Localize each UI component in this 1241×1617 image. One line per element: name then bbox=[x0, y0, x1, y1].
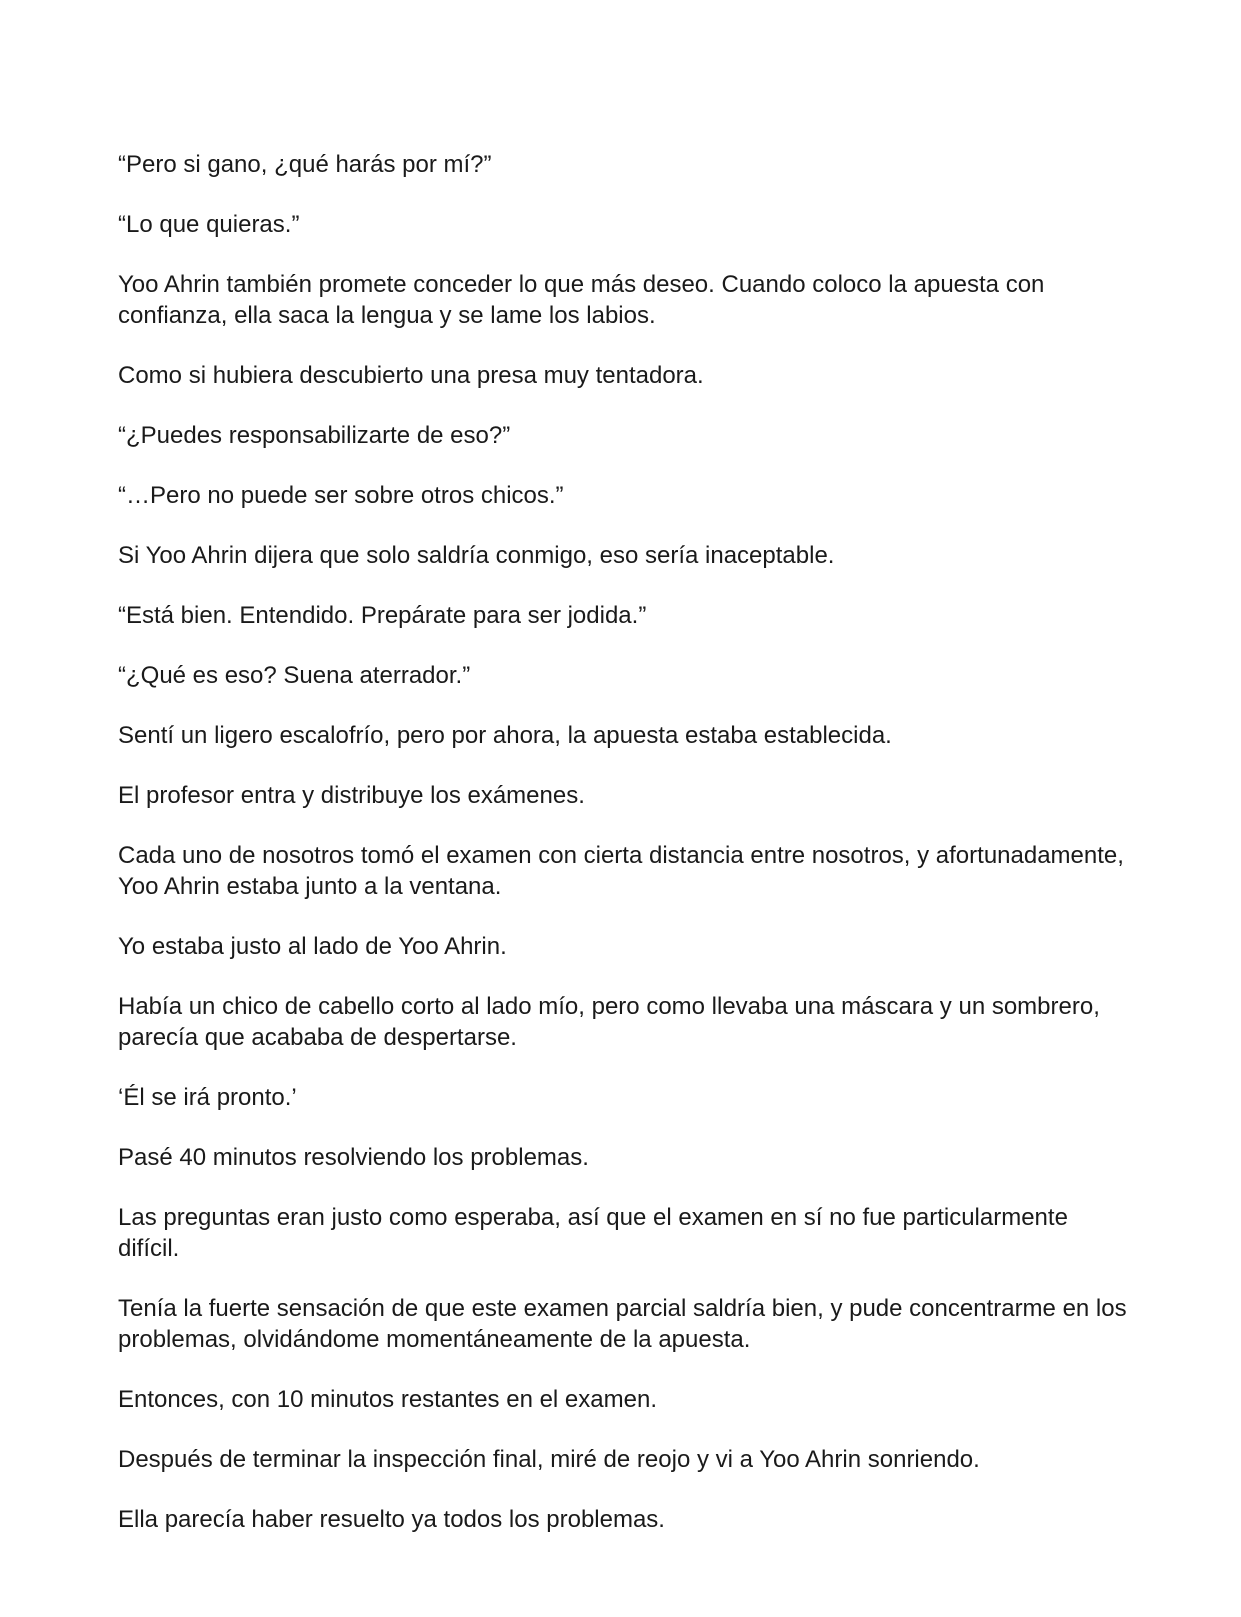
paragraph: Sentí un ligero escalofrío, pero por ahora, la apuesta estaba establecida. bbox=[118, 722, 892, 749]
paragraph: Después de terminar la inspección final, miré de reojo y vi a Yoo Ahrin sonriendo. bbox=[118, 1446, 980, 1473]
paragraph: Entonces, con 10 minutos restantes en el examen. bbox=[118, 1386, 657, 1413]
paragraph: “¿Puedes responsabilizarte de eso?” bbox=[118, 422, 511, 449]
paragraph: “Pero si gano, ¿qué harás por mí?” bbox=[118, 151, 492, 178]
paragraph: El profesor entra y distribuye los exámenes. bbox=[118, 782, 585, 809]
paragraph: Había un chico de cabello corto al lado mío, pero como llevaba una máscara y un sombrero, parecía que acababa de despertarse. bbox=[118, 993, 1100, 1051]
paragraph: Pasé 40 minutos resolviendo los problemas. bbox=[118, 1144, 589, 1171]
paragraph: Las preguntas eran justo como esperaba, así que el examen en sí no fue particularmente difícil. bbox=[118, 1204, 1068, 1262]
paragraph: ‘Él se irá pronto.’ bbox=[118, 1084, 297, 1111]
paragraph: “Está bien. Entendido. Prepárate para ser jodida.” bbox=[118, 602, 647, 629]
paragraph: Tenía la fuerte sensación de que este examen parcial saldría bien, y pude concentrarme en los problemas, olvidándome momentáneamente de la apuesta. bbox=[118, 1295, 1127, 1353]
paragraph: “…Pero no puede ser sobre otros chicos.” bbox=[118, 482, 564, 509]
document-body bbox=[118, 149, 1128, 1564]
paragraph: Si Yoo Ahrin dijera que solo saldría conmigo, eso sería inaceptable. bbox=[118, 542, 835, 569]
paragraph: Como si hubiera descubierto una presa muy tentadora. bbox=[118, 362, 704, 389]
paragraph: Yo estaba justo al lado de Yoo Ahrin. bbox=[118, 933, 507, 960]
paragraph: “¿Qué es eso? Suena aterrador.” bbox=[118, 662, 471, 689]
paragraph: Yoo Ahrin también promete conceder lo que más deseo. Cuando coloco la apuesta con confianza, ella saca la lengua y se lame los labios. bbox=[118, 271, 1045, 329]
paragraph: “Lo que quieras.” bbox=[118, 211, 300, 238]
paragraph: Ella parecía haber resuelto ya todos los problemas. bbox=[118, 1506, 665, 1533]
paragraph: Cada uno de nosotros tomó el examen con cierta distancia entre nosotros, y afortunadamente, Yoo Ahrin estaba junto a la ventana. bbox=[118, 842, 1124, 900]
